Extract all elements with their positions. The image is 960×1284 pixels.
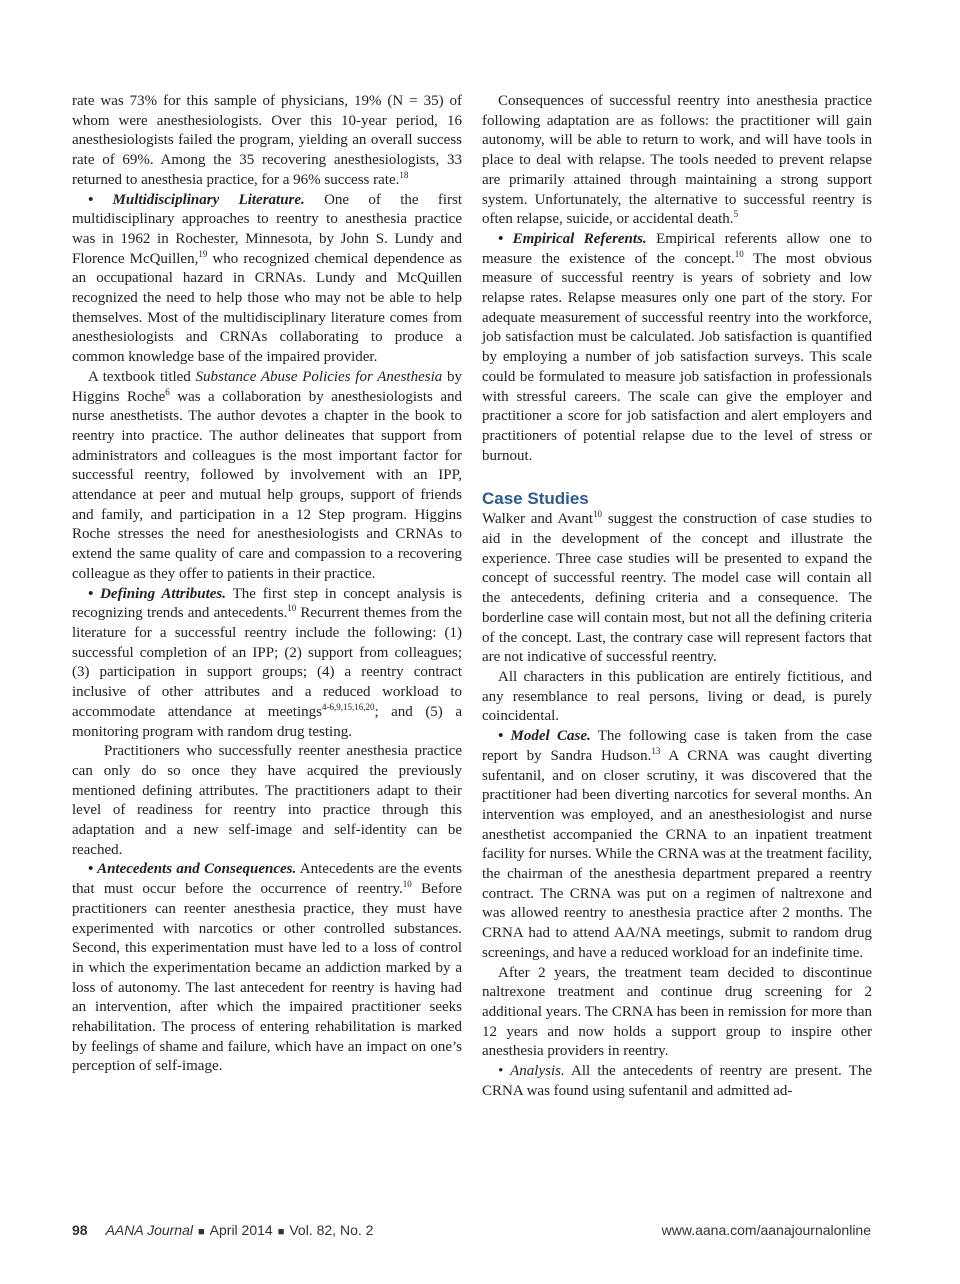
citation: 4-6,9,15,16,20 [321,701,375,712]
citation: 10 [593,509,602,520]
page-number: 98 [72,1222,88,1238]
paragraph: After 2 years, the treatment team decided to discontinue naltrexone treatment and continue drug screening for 2 additional years. The CRNA has been in remission for more than 12 years and now holds a support group to inspire other anesthesia providers in reentry. [482,964,872,1060]
paragraph: • Defining Attributes. The first step in concept analysis is recognizing trends and antecedents.$^{10}$ Recurrent themes from the literature for a successful reentry include the following: (1) successful completion of an IPP; (2) support from colleagues; (3) participation in support groups; (4) a reentry contract inclusive of other attributes and a reduced workload to accommodate attendance at meetings$^{4-6,9,15,16,20}$; and (5) a monitoring program with random drug testing. [72,585,462,740]
paragraph: • Model Case. The following case is taken from the case report by Sandra Hudson.$^{13}$ A CRNA was caught diverting sufentanil, and on closer scrutiny, it was discovered that the practitioner had been diverting narcotics for several months. An intervention was employed, and an anesthesiologist and nurse anesthetist accompanied the CRNA to an inpatient treatment facility for nurses. While the CRNA was at the treatment facility, the chairman of the anesthesia department prepared a reentry contract. The CRNA was put on a regimen of naltrexone and was allowed reentry to anesthesia practice after 2 months. The CRNA had to attend AA/NA meetings, submit to random drug screenings, and have a reduced workload for an indefinite time. [482,728,872,961]
subheading: • Empirical Referents. [498,230,647,247]
paragraph: • Antecedents and Consequences. Antecedents are the events that must occur before the occurrence of reentry.$^{10}$ Before practitioners can reenter anesthesia practice, they must have experimented with narcotics or other controlled substances. Second, this experimentation must have led to a loss of control in which the experimentation became an addiction marked by a loss of autonomy. The last antecedent for reentry is having had an intervention, after which the impaired practitioner seeks rehabilitation. The process of entering rehabilitation is marked by feelings of shame and failure, which have an impact on one’s perception of self-image. [72,861,463,1075]
paragraph: rate was 73% for this sample of physicians, 19% (N = 35) of whom were anesthesiologists. Over this 10-year period, 16 anesthesiologists failed the program, yielding an overall success rate of 69%. Among the 35 recovering anesthesiologists, 33 returned to anesthesia practice, for a 96% success rate.$^{18}$ [72,93,462,188]
paragraph: • Analysis. All the antecedents of reentry are present. The CRNA was found using sufentanil and admitted ad- [482,1063,872,1099]
citation: 13 [651,745,661,756]
journal-url: www.aana.com/aanajournalonline [661,1222,871,1238]
citation: 10 [287,603,297,614]
subheading: • Defining Attributes. [88,585,227,602]
citation: 10 [402,879,412,890]
citation: 18 [399,169,409,180]
paragraph: All characters in this publication are entirely fictitious, and any resemblance to real persons, living or dead, is purely coincidental. [482,668,872,725]
citation: 6 [165,386,170,397]
subheading: • Analysis. [498,1063,565,1080]
paragraph: A textbook titled Substance Abuse Policies for Anesthesia by Higgins Roche$^6$ was a collaboration by anesthesiologists and nurse anesthetists. The author devotes a chapter in the book to reentry into practice. The author delineates that support from administrators and colleagues is the most important factor for successful reentry, followed by involvement with an IPP, attendance at peer and mutual help groups, support of friends and family, and participation in a 12 Step program. Higgins Roche stresses the need for anesthesiologists and CRNAs to extend the same quality of care and compassion to a recovering colleague as they offer to patients in their practice. [72,368,463,582]
section-heading: Case Studies [482,489,589,509]
citation: 10 [734,248,744,259]
paragraph: • Empirical Referents. Empirical referents allow one to measure the existence of the concept.$^{10}$ The most obvious measure of successful reentry is years of sobriety and low relapse rates. Relapse measures only one part of the story. For adequate measurement of successful reentry into the workforce, job satisfaction must be calculated. Job satisfaction is quantified by employing a number of job satisfaction surveys. This scale could be formulated to measure job satisfaction in professionals with stressful careers. The scale can give the employer and practitioner a score for job satisfaction and alert employers and practitioners of potential relapse due to the level of stress or burnout. [482,230,873,464]
paragraph: Walker and Avant$^{10}$ suggest the construction of case studies to aid in the development of the concept and illustrate the experience. Three case studies will be presented to expand the concept of successful reentry. The model case will contain all the antecedents, defining criteria and a consequence. The borderline case will contain most, but not all the defining criteria of the concept. Last, the contrary case will represent factors that are not indicative of successful reentry. [482,509,872,666]
issue-date: April 2014 [209,1222,273,1238]
page-footer [72,1222,871,1242]
paragraph: Practitioners who successfully reenter anesthesia practice can only do so once they have acquired the previously mentioned defining attributes. The practitioners adapt to their level of readiness for reentry into practice through this adaptation and a new self-image and self-identity can be reached. [72,743,462,858]
left-column [72,92,462,1077]
citation: 19 [198,248,208,259]
book-title: Substance Abuse Policies for Anesthesia [195,368,443,385]
paragraph: Consequences of successful reentry into anesthesia practice following adaptation are as follows: the practitioner will gain autonomy, will be able to return to work, and will have tools in place to deal with relapse. The tools needed to prevent relapse are primarily attained through maintaining a strong support system. Unfortunately, the alternative to successful reentry is often relapse, suicide, or accidental death.$^5$ [482,93,872,228]
paragraph: • Multidisciplinary Literature. One of the first multidisciplinary approaches to reentry to anesthesia practice was in 1962 in Rochester, Minnesota, by John S. Lundy and Florence McQuillen,$^{19}$ who recognized chemical dependence as an occupational hazard in CRNAs. Lundy and McQuillen recognized the need to help those who may not be able to help themselves. Most of the multidisciplinary literature comes from anesthesiologists and CRNAs collaborating to produce a common knowledge base of the impaired provider. [72,191,462,366]
separator-square-icon: ■ [277,1226,285,1238]
right-column [482,92,872,1101]
subheading: • Multidisciplinary Literature. [88,191,305,208]
volume-number: Vol. 82, No. 2 [289,1222,374,1238]
separator-square-icon: ■ [198,1226,205,1238]
citation: 5 [733,209,739,220]
subheading: • Antecedents and Consequences. [88,861,297,878]
journal-name: AANA Journal [105,1222,193,1238]
subheading: • Model Case. [498,728,591,745]
